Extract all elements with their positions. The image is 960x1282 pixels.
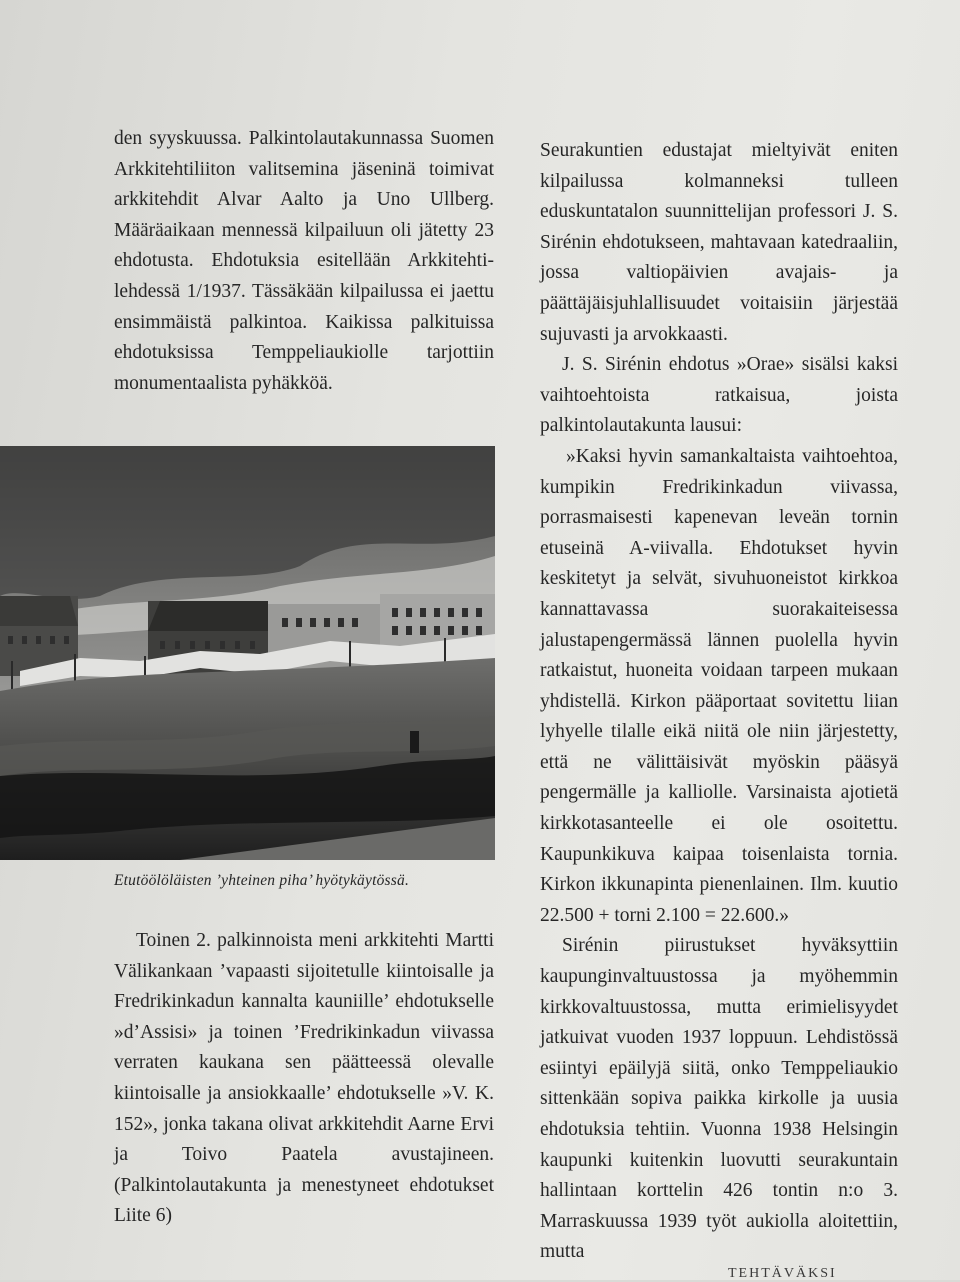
right-paragraph-3: Sirénin piirustukset hyväksyttiin kaupunginvaltuustossa ja myöhemmin kirkkovaltuustossa, mutta erimielisyydet jatkuivat vuoden 1937 loppuun. Lehdistössä esiintyi epäilyjä siitä, onko Temppeliaukio sittenkään sopiva paikka kirkolle ja uusia ehdotuksia tehtiin. Vuonna 1938 Helsingin kaupunki kuitenkin luovutti seurakuntain hallintaan korttelin 426 tontin n:o 3. Marraskuussa 1939 työt aukiolla aloitettiin, mutta bbox=[540, 935, 898, 1263]
left-bottom-paragraph: Toinen 2. palkinnoista meni arkkitehti Martti Välikankaan ’vapaasti sijoitetulle kiintoisalle ja Fredrikinkadun kannalta kauniille’ ehdotukselle »d’Assisi» ja toinen ’Fredrikinkadun viivassa verraten kaukana sen päätteessä olevalle kiintoisalle ja ansiokkaalle’ ehdotukselle »V. K. 152», jonka takana olivat arkkitehdit Aarne Ervi ja Toivo Paatela avustajineen. (Palkintolautakunta ja menestyneet ehdotukset Liite 6) bbox=[114, 930, 494, 1227]
left-column-top bbox=[114, 124, 494, 399]
running-footer-fragment: TEHTÄVÄKSI bbox=[728, 1266, 837, 1281]
photo-caption: Etutöölöläisten ’yhteinen piha’ hyötykäytössä. bbox=[114, 872, 410, 889]
left-top-paragraph: den syyskuussa. Palkintolautakunnassa Suomen Arkkitehtiliiton valitsemina jäseninä toimivat arkkitehdit Alvar Aalto ja Uno Ullberg. Määräaikaan mennessä kilpailuun oli jätetty 23 ehdotusta. Ehdotuksia esitellään Arkkitehti-lehdessä 1/1937. Tässäkään kilpailussa ei jaettu ensimmäistä palkintoa. Kaikissa palkituissa ehdotuksissa Temppeliaukiolle tarjottiin monumentaalista pyhäkköä. bbox=[114, 128, 494, 394]
left-column-bottom bbox=[114, 926, 494, 1232]
right-paragraph-2: J. S. Sirénin ehdotus »Orae» sisälsi kaksi vaihtoehtoista ratkaisua, joista palkintolautakunta lausui: bbox=[540, 354, 898, 437]
right-paragraph-1: Seurakuntien edustajat mieltyivät eniten kilpailussa kolmanneksi tulleen eduskuntatalon suunnittelijan professori J. S. Sirénin ehdotukseen, mahtavaan katedraaliin, jossa valtiopäivien avajais- ja päättäjäisjuhlallisuudet voitaisiin järjestää sujuvasti ja arvokkaasti. bbox=[540, 140, 898, 345]
photo-image bbox=[0, 446, 495, 860]
quote-text: »Kaksi hyvin samankaltaista vaihtoehtoa, kumpikin Fredrikinkadun viivassa, porrasmaisesti kapenevan leveän tornin etuseinä A-viivalla. Ehdotukset hyvin keskitetyt ja selvät, sivuhuoneistot kirkkoa kannattavassa suorakaiteisessa jalustapengermässä lännen puolella hyvin ratkaistut, huoneita voidaan tarpeen mukaan yhdistellä. Kirkon pääportaat sovitettu liian lyhyelle tilalle eikä niitä ole niin järjestetty, että ne välittäisivät myöskin pääsyä pengermälle ja kalliolle. Varsinaista ajotietä kirkkotasanteelle ei ole osoitettu. Kaupunkikuva kaipaa toisenlaista tornia. Kirkon ikkunapinta pienenlainen. Ilm. kuutio 22.500 + torni 2.100 = 22.600.» bbox=[540, 445, 898, 926]
photo-courtyard bbox=[0, 446, 495, 860]
jury-statement-quote bbox=[540, 442, 898, 932]
right-column bbox=[540, 136, 898, 1268]
